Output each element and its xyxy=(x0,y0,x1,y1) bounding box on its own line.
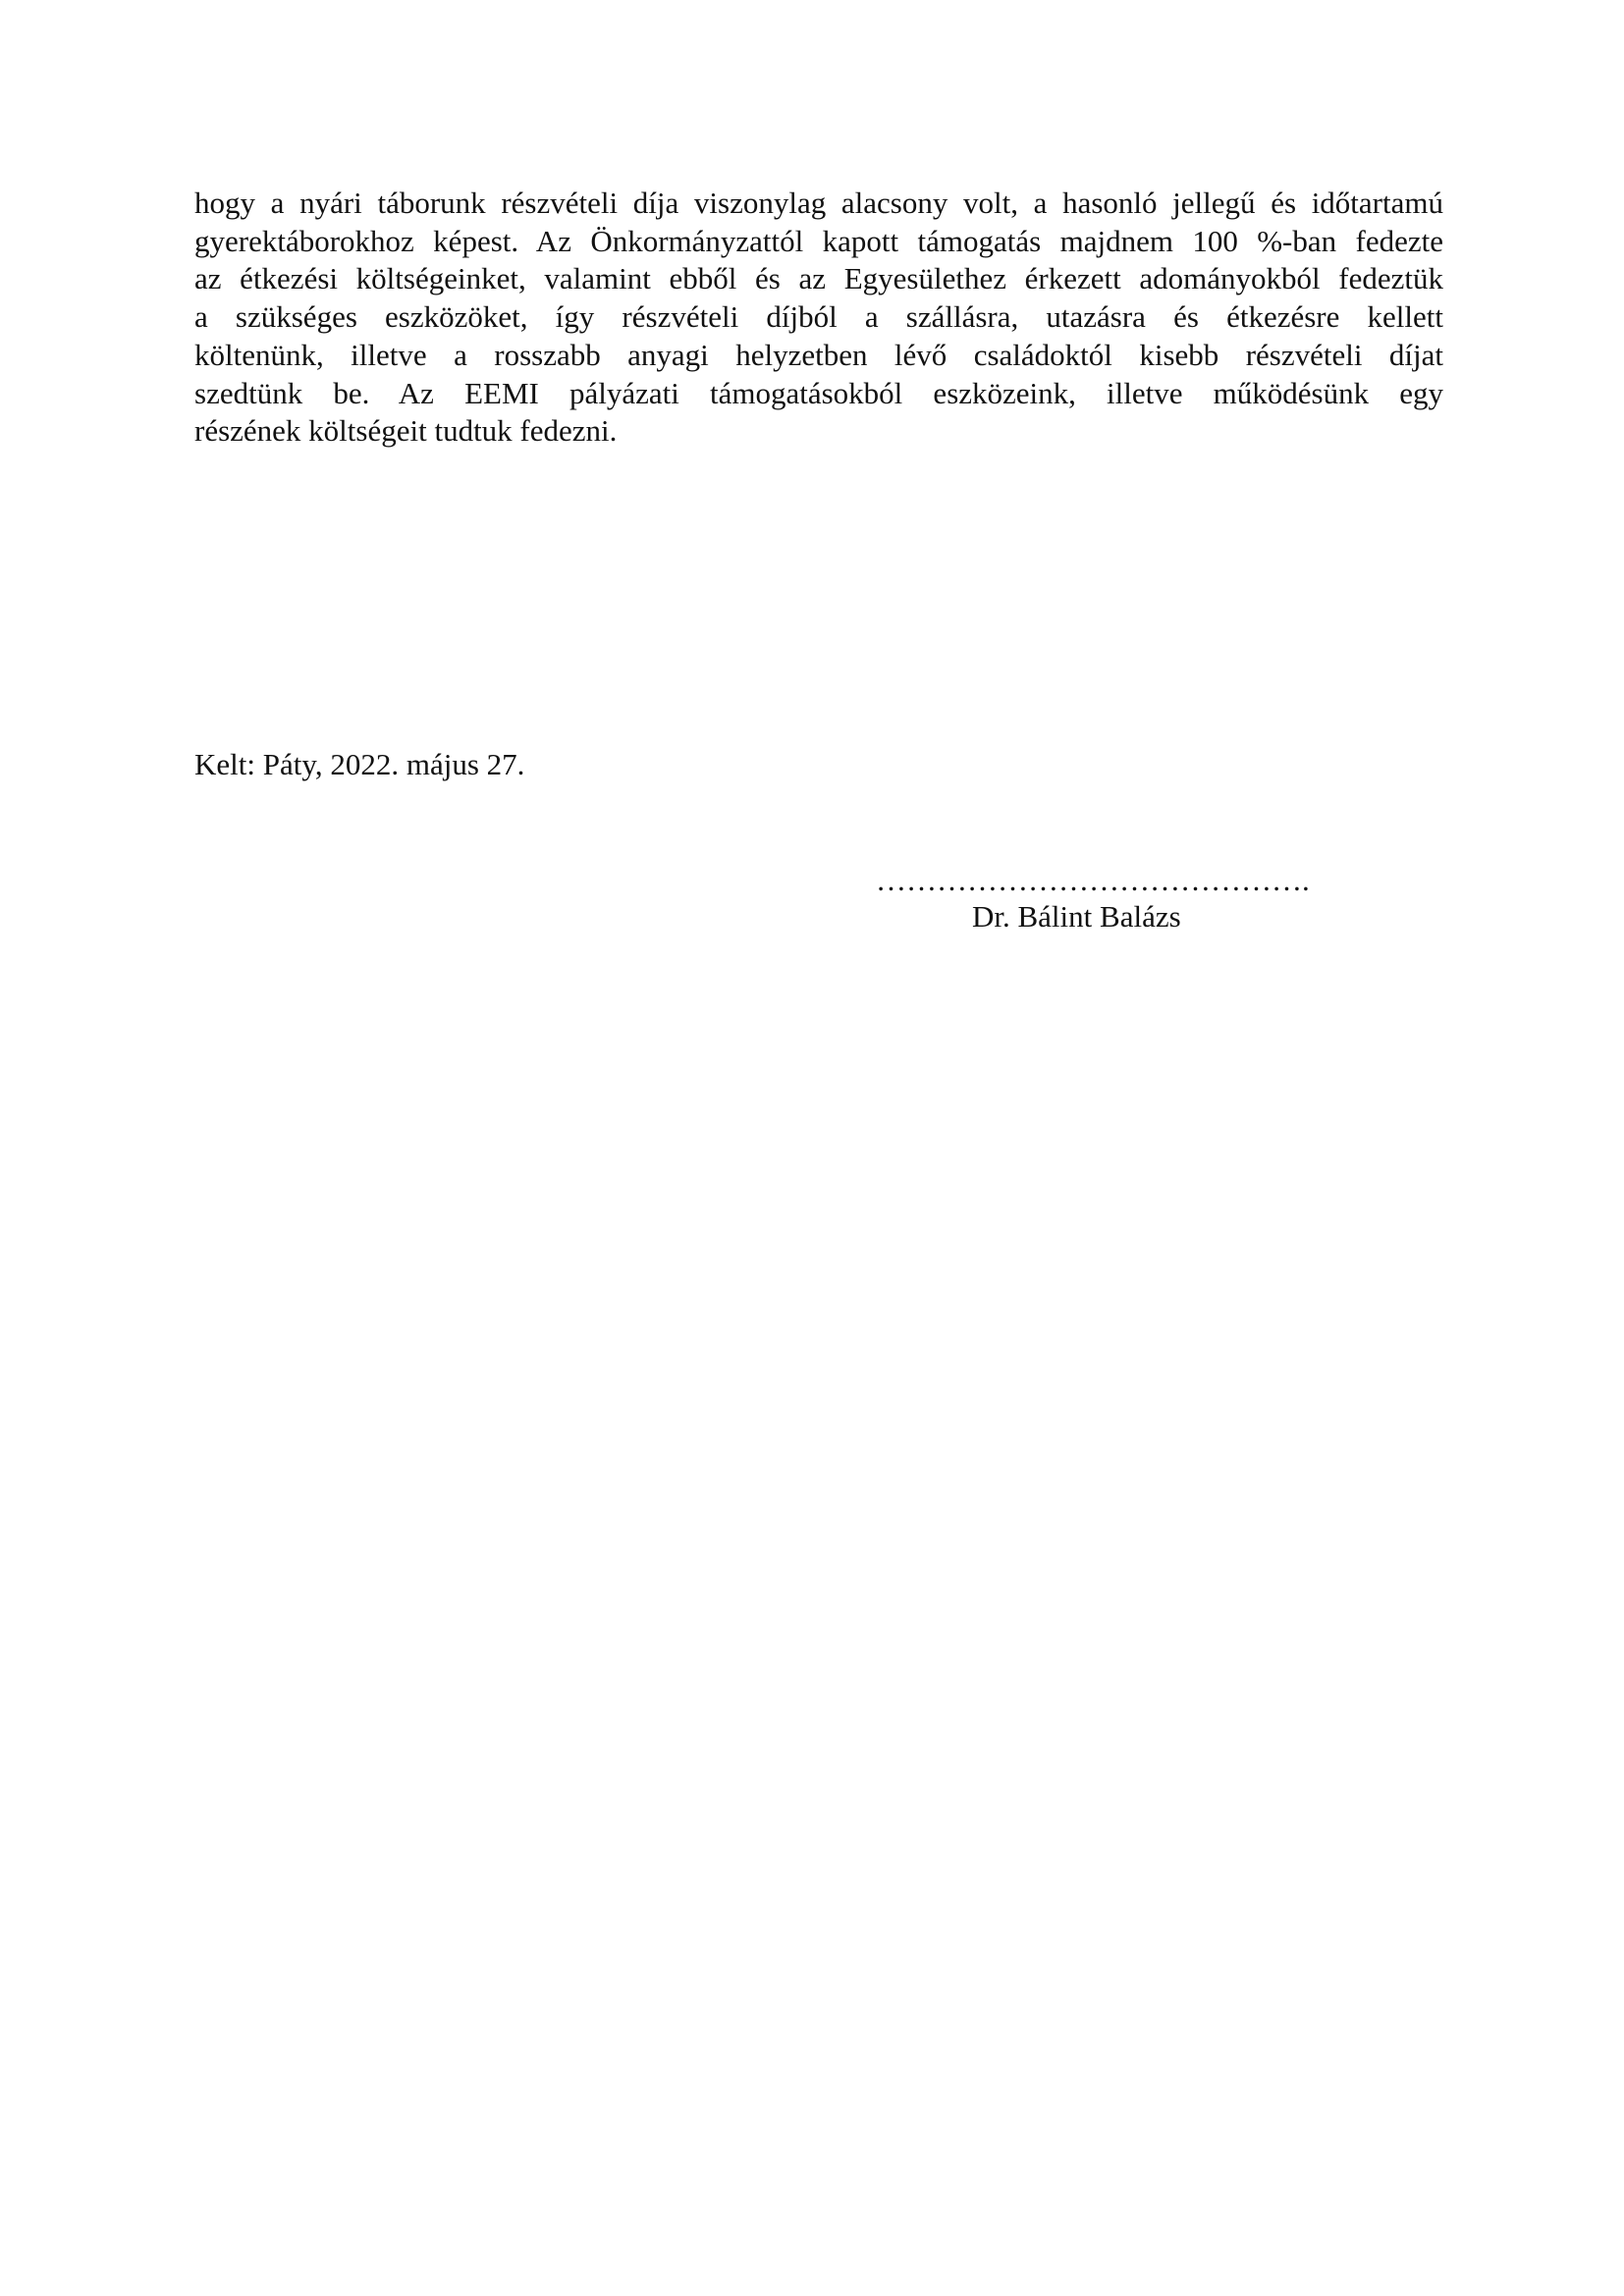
paragraph-line: az étkezési költségeinket, valamint ebből és az Egyesülethez érkezett adományokból fedeztük xyxy=(194,261,1443,296)
paragraph-line: gyerektáborokhoz képest. Az Önkormányzattól kapott támogatás majdnem 100 %-ban fedezte xyxy=(194,223,1443,258)
date-place-line: Kelt: Páty, 2022. május 27. xyxy=(194,747,525,781)
signer-name: Dr. Bálint Balázs xyxy=(972,899,1181,934)
paragraph-line: költenünk, illetve a rosszabb anyagi helyzetben lévő családoktól kisebb részvételi díjat xyxy=(194,337,1443,372)
paragraph-line: részének költségeit tudtuk fedezni. xyxy=(194,413,618,449)
body-paragraph xyxy=(194,185,1443,451)
signature-line: ……………………………………. xyxy=(876,863,1310,897)
paragraph-line: a szükséges eszközöket, így részvételi díjból a szállásra, utazásra és étkezésre kellett xyxy=(194,299,1443,335)
paragraph-line: hogy a nyári táborunk részvételi díja viszonylag alacsony volt, a hasonló jellegű és időtartamú xyxy=(194,186,1443,220)
paragraph-line: szedtünk be. Az EEMI pályázati támogatásokból eszközeink, illetve működésünk egy xyxy=(194,375,1443,410)
signature-block xyxy=(876,864,1347,936)
